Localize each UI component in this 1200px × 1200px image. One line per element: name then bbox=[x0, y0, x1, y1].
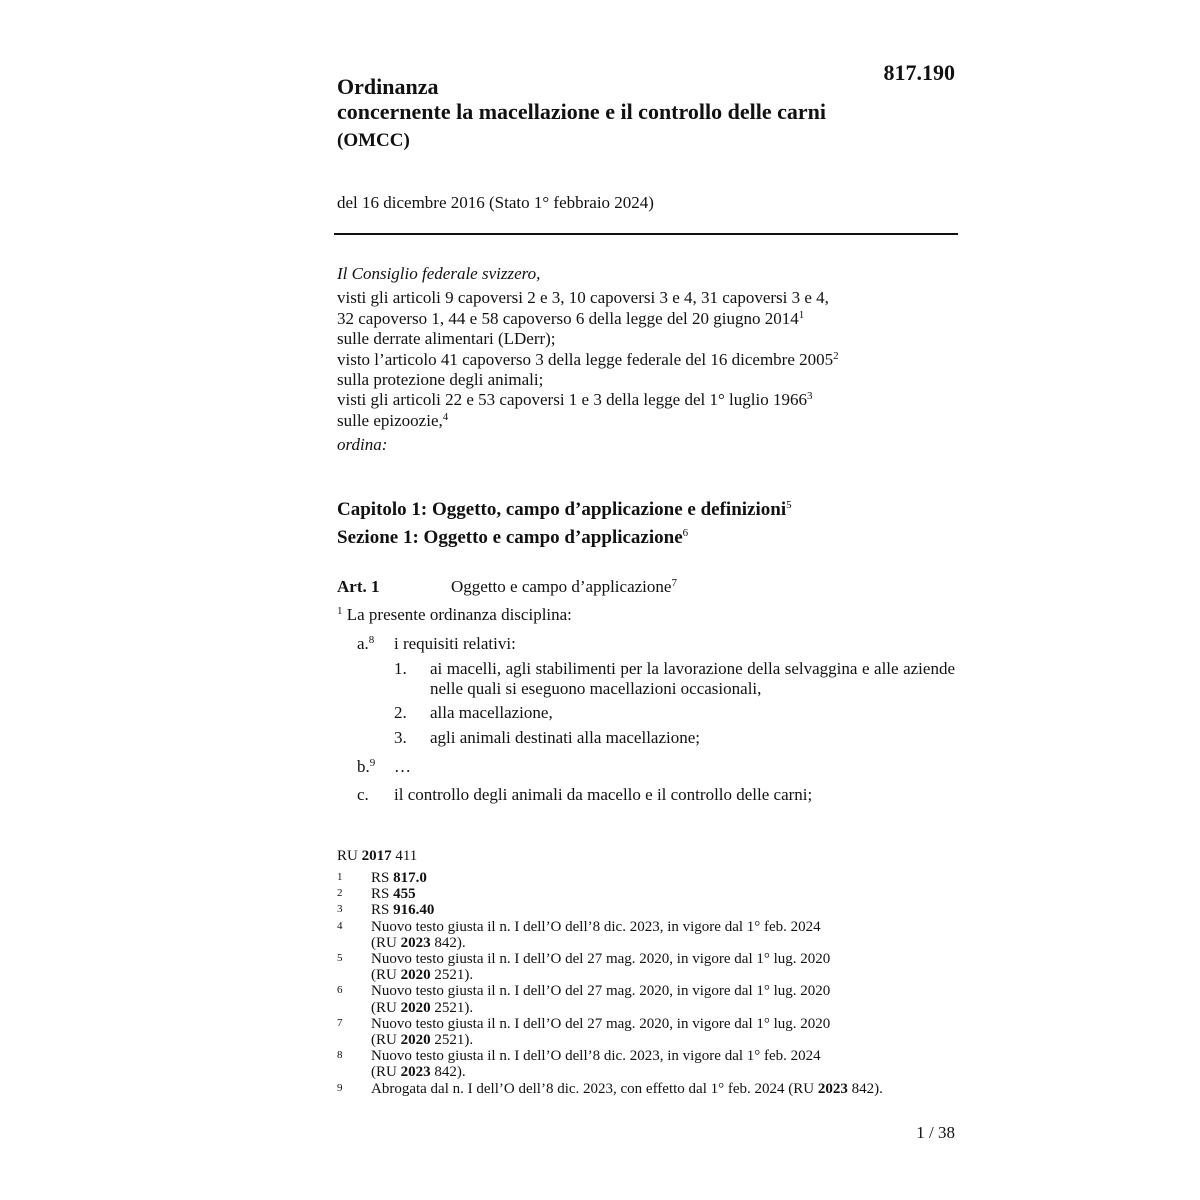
preamble-line: sulla protezione degli animali; bbox=[337, 370, 544, 390]
list-item-text-b: … bbox=[394, 757, 411, 776]
preamble-enactment: ordina: bbox=[337, 435, 388, 455]
footnote-list bbox=[337, 870, 937, 1097]
title-line-1: Ordinanza bbox=[337, 74, 439, 99]
footnote: 8 Nuovo testo giusta il n. I dell’O dell’8 dic. 2023, in vigore dal 1° feb. 2024 (RU 2023 842). bbox=[337, 1048, 821, 1081]
sub-item-text: ai macelli, agli stabilimenti per la lavorazione della selvaggina e alle aziende nelle quali si eseguono macellazioni occasionali, bbox=[430, 659, 955, 698]
footnote-ref[interactable]: 3 bbox=[806, 390, 813, 403]
preamble-line: visto l’articolo 41 capoverso 3 della legge federale del 16 dicembre 2005$^2$ bbox=[337, 349, 839, 369]
sub-item-number: 3. bbox=[394, 728, 407, 747]
footnote: 9 Abrogata dal n. I dell’O dell’8 dic. 2023, con effetto dal 1° feb. 2024 (RU 2023 842). bbox=[337, 1080, 883, 1097]
preamble bbox=[337, 264, 957, 456]
list-item-text-c: il controllo degli animali da macello e il controllo delle carni; bbox=[394, 785, 813, 804]
footnote-ref[interactable]: 6 bbox=[682, 527, 689, 539]
sub-item-text: agli animali destinati alla macellazione; bbox=[430, 728, 700, 747]
footnote-ref[interactable]: 7 bbox=[671, 577, 677, 589]
preamble-line: 32 capoverso 1, 44 e 58 capoverso 6 della legge del 20 giugno 2014$^1$ bbox=[337, 308, 805, 328]
article-number: Art. 1 bbox=[337, 577, 380, 596]
title-line-2: concernente la macellazione e il controllo delle carni bbox=[337, 99, 826, 124]
footnote-ref[interactable]: 4 bbox=[442, 410, 449, 423]
header-divider bbox=[334, 233, 958, 235]
footnote: 4 Nuovo testo giusta il n. I dell’O dell’8 dic. 2023, in vigore dal 1° feb. 2024 (RU 2023 842). bbox=[337, 918, 821, 951]
preamble-line: sulle derrate alimentari (LDerr); bbox=[337, 329, 556, 349]
list-item-label-c: c. bbox=[357, 785, 369, 804]
footnote: 3 RS 916.40 bbox=[337, 902, 435, 919]
document-title bbox=[337, 74, 897, 124]
preamble-authority: Il Consiglio federale svizzero, bbox=[337, 264, 541, 283]
sub-item-text: alla macellazione, bbox=[430, 703, 553, 722]
document-date: del 16 dicembre 2016 (Stato 1° febbraio 2024) bbox=[337, 193, 654, 212]
footnote: 7 Nuovo testo giusta il n. I dell’O del 27 mag. 2020, in vigore dal 1° lug. 2020 (RU 2020 2521). bbox=[337, 1015, 831, 1049]
footnote: 2 RS 455 bbox=[337, 886, 416, 903]
footnote-ref[interactable]: 2 bbox=[833, 349, 839, 362]
footnote: 6 Nuovo testo giusta il n. I dell’O del 27 mag. 2020, in vigore dal 1° lug. 2020 (RU 2020 2521). bbox=[337, 983, 831, 1016]
footnote-ref[interactable]: 9 bbox=[369, 757, 376, 769]
list-item-text-a: i requisiti relativi: bbox=[394, 634, 516, 653]
preamble-lines bbox=[337, 288, 957, 431]
footnote: 1 RS 817.0 bbox=[337, 870, 427, 886]
sr-number: 817.190 bbox=[883, 60, 955, 85]
footnote-ref[interactable]: 5 bbox=[786, 499, 792, 511]
article-title: Oggetto e campo d’applicazione$^7$ bbox=[451, 577, 677, 596]
preamble-line: sulle epizoozie,$^4$ bbox=[337, 410, 449, 430]
paragraph-number: 1 bbox=[337, 605, 343, 617]
preamble-line: visti gli articoli 22 e 53 capoversi 1 e 3 della legge del 1° luglio 1966$^3$ bbox=[337, 390, 813, 410]
chapter-heading: Capitolo 1: Oggetto, campo d’applicazione e definizioni$^5$ bbox=[337, 499, 792, 520]
list-item-label-a: a.$^8$ bbox=[357, 634, 375, 653]
footnote-ref[interactable]: 8 bbox=[368, 634, 375, 646]
article-paragraph: $^1$ La presente ordinanza disciplina: bbox=[337, 605, 572, 624]
document-abbreviation: (OMCC) bbox=[337, 130, 410, 151]
list-item-label-b: b.$^9$ bbox=[357, 757, 376, 776]
sub-item-number: 1. bbox=[394, 659, 407, 678]
page-number: 1 / 38 bbox=[916, 1123, 955, 1142]
section-heading: Sezione 1: Oggetto e campo d’applicazione$^6$ bbox=[337, 527, 689, 548]
official-compilation-ref: RU 2017 411 bbox=[337, 848, 418, 864]
footnote: 5 Nuovo testo giusta il n. I dell’O del 27 mag. 2020, in vigore dal 1° lug. 2020 (RU 2020 2521). bbox=[337, 951, 831, 984]
preamble-line: visti gli articoli 9 capoversi 2 e 3, 10 capoversi 3 e 4, 31 capoversi 3 e 4, bbox=[337, 288, 829, 308]
footnote-ref[interactable]: 1 bbox=[798, 308, 805, 321]
sub-item-number: 2. bbox=[394, 703, 407, 722]
